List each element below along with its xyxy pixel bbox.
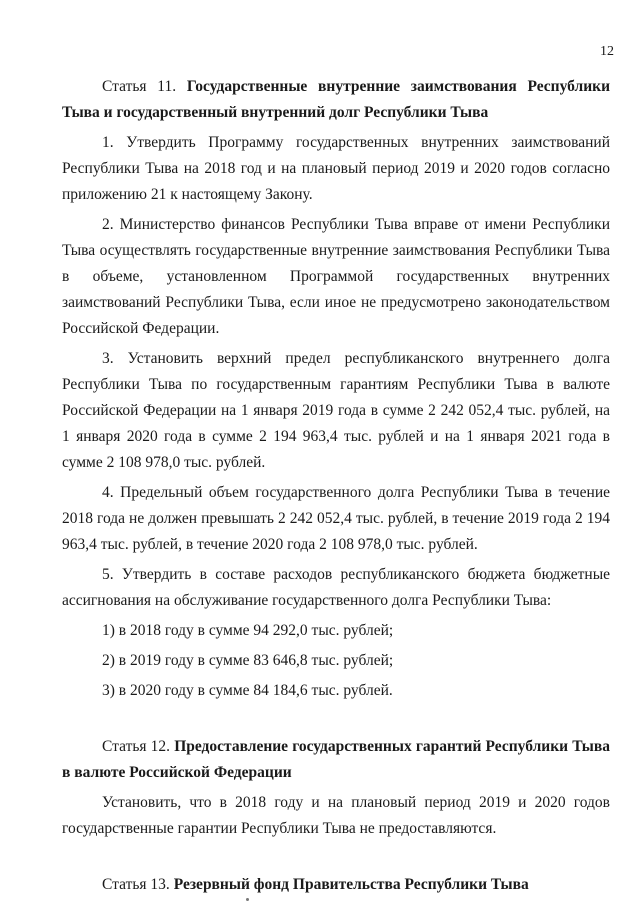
article-11-list-item-3: 3) в 2020 году в сумме 84 184,6 тыс. рублей.: [102, 682, 393, 699]
article-12-heading: [62, 734, 610, 786]
article-11-label: Статья 11.: [102, 78, 177, 95]
page-number: 12: [600, 44, 614, 59]
article-13-heading: [62, 872, 610, 898]
document-body: [62, 74, 610, 898]
article-11: [62, 74, 610, 704]
scan-artifact-dot: [246, 898, 249, 901]
article-11-paragraph-3: 3. Установить верхний предел республиканского внутреннего долга Республики Тыва по государственным гарантиям Республики Тыва в валюте Российской Федерации на 1 января 2019 года в сумме 2 242 052,4 тыс. рублей, на 1 января 2020 года в сумме 2 194 963,4 тыс. рублей и на 1 января 2021 года в сумме 2 108 978,0 тыс. рублей.: [62, 350, 610, 471]
article-13-label: Статья 13.: [102, 876, 170, 893]
article-11-paragraph-2: 2. Министерство финансов Республики Тыва вправе от имени Республики Тыва осуществлять государственные внутренние заимствования Республики Тыва в объеме, установленном Программой государственных внутренних заимствований Республики Тыва, если иное не предусмотрено законодательством Российской Федерации.: [62, 216, 610, 337]
article-13: [62, 872, 610, 898]
article-11-paragraph-5: 5. Утвердить в составе расходов республиканского бюджета бюджетные ассигнования на обслуживание государственного долга Республики Тыва:: [62, 566, 610, 609]
article-12-title: Предоставление государственных гарантий Республики Тыва в валюте Российской Федерации: [62, 738, 610, 781]
article-13-title: Резервный фонд Правительства Республики Тыва: [173, 876, 529, 893]
article-11-paragraph-4: 4. Предельный объем государственного долга Республики Тыва в течение 2018 года не должен превышать 2 242 052,4 тыс. рублей, в течение 2019 года 2 194 963,4 тыс. рублей, в течение 2020 года 2 108 978,0 тыс. рублей.: [62, 484, 610, 553]
article-12-paragraph-1: Установить, что в 2018 году и на плановый период 2019 и 2020 годов государственные гарантии Республики Тыва не предоставляются.: [62, 794, 610, 837]
article-12: [62, 734, 610, 842]
article-11-list-item-2: 2) в 2019 году в сумме 83 646,8 тыс. рублей;: [102, 652, 394, 669]
article-12-label: Статья 12.: [102, 738, 171, 755]
article-11-list-item-1: 1) в 2018 году в сумме 94 292,0 тыс. рублей;: [102, 622, 394, 639]
article-11-heading: [62, 74, 610, 126]
article-11-title: Государственные внутренние заимствования Республики Тыва и государственный внутренний долг Республики Тыва: [62, 78, 610, 121]
article-11-paragraph-1: 1. Утвердить Программу государственных внутренних заимствований Республики Тыва на 2018 год и на плановый период 2019 и 2020 годов согласно приложению 21 к настоящему Закону.: [62, 134, 610, 203]
